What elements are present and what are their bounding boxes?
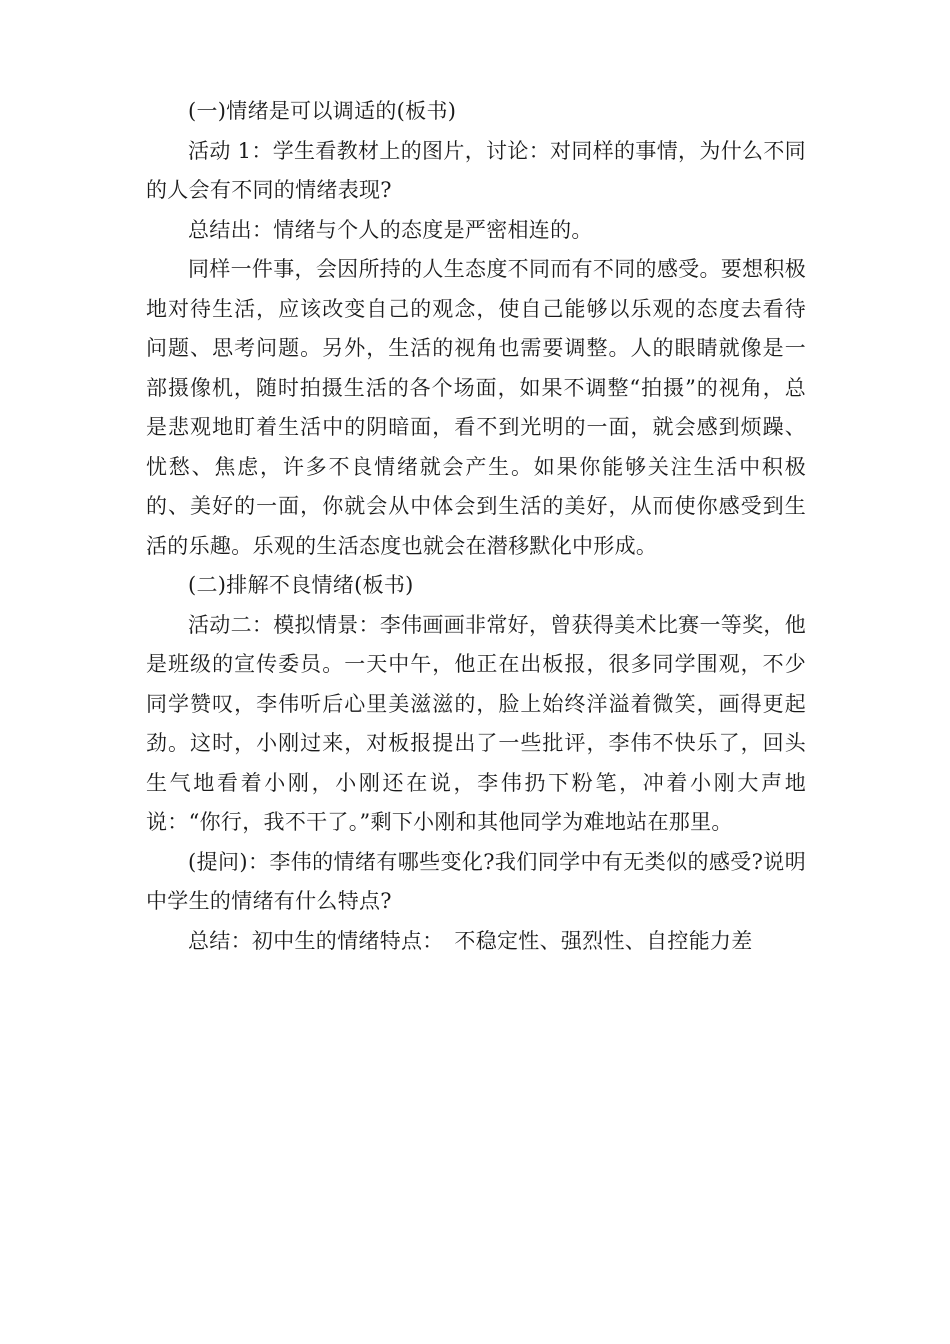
document-body [146, 92, 806, 961]
paragraph-question: (提问)：李伟的情绪有哪些变化?我们同学中有无类似的感受?说明中学生的情绪有什么特点? [146, 849, 806, 913]
paragraph-summary-1: 总结出：情绪与个人的态度是严密相连的。 [188, 217, 593, 242]
section-heading-1: (一)情绪是可以调适的(板书) [188, 99, 457, 123]
paragraph-summary-2: 总结：初中生的情绪特点： 不稳定性、强烈性、自控能力差 [188, 928, 753, 953]
section-heading-2: (二)排解不良情绪(板书) [188, 573, 414, 597]
paragraph-explanation: 同样一件事，会因所持的人生态度不同而有不同的感受。要想积极地对待生活，应该改变自己的观念，使自己能够以乐观的态度去看待问题、思考问题。另外，生活的视角也需要调整。人的眼睛就像是一部摄像机，随时拍摄生活的各个场面，如果不调整“拍摄”的视角，总是悲观地盯着生活中的阴暗面，看不到光明的一面，就会感到烦躁、忧愁、焦虑，许多不良情绪就会产生。如果你能够关注生活中积极的、美好的一面，你就会从中体会到生活的美好，从而使你感受到生活的乐趣。乐观的生活态度也就会在潜移默化中形成。 [146, 257, 806, 558]
paragraph-activity-1: 活动 1：学生看教材上的图片，讨论：对同样的事情，为什么不同的人会有不同的情绪表现? [146, 138, 806, 202]
paragraph-activity-2: 活动二：模拟情景：李伟画画非常好，曾获得美术比赛一等奖，他是班级的宣传委员。一天中午，他正在出板报，很多同学围观，不少同学赞叹，李伟听后心里美滋滋的，脸上始终洋溢着微笑，画得更起劲。这时，小刚过来，对板报提出了一些批评，李伟不快乐了，回头生气地看着小刚，小刚还在说，李伟扔下粉笔，冲着小刚大声地说：“你行，我不干了。”剩下小刚和其他同学为难地站在那里。 [146, 612, 806, 834]
